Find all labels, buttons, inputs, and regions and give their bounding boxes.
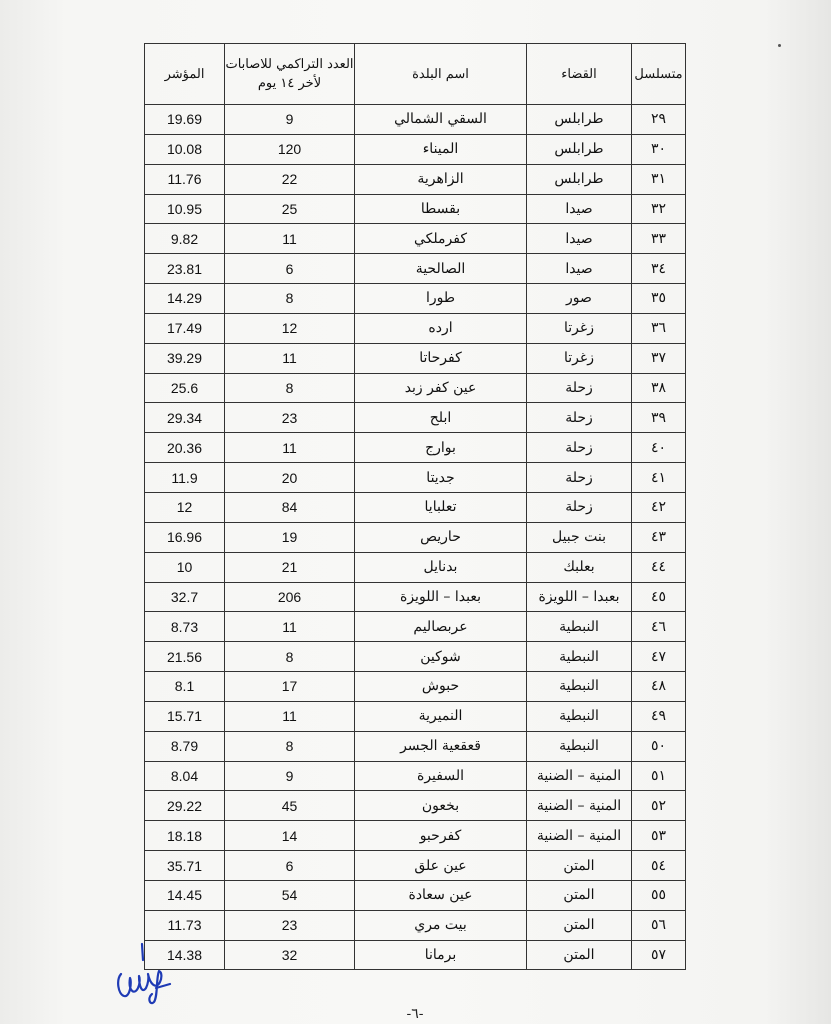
cell-serial: ٤٦ [632,612,686,642]
cell-index: 11.76 [145,164,225,194]
cell-index: 8.04 [145,761,225,791]
cell-serial: ٥٦ [632,910,686,940]
cell-count: 8 [225,284,355,314]
signature-icon [112,938,172,1008]
cell-district: المنية – الضنية [527,821,632,851]
cell-town: حاريص [355,522,527,552]
cell-town: السقي الشمالي [355,105,527,135]
cell-count: 22 [225,164,355,194]
header-district: القضاء [527,44,632,105]
cell-town: ابلح [355,403,527,433]
header-town: اسم البلدة [355,44,527,105]
cell-index: 12 [145,492,225,522]
cell-town: قعقعية الجسر [355,731,527,761]
cell-serial: ٥٥ [632,880,686,910]
cell-district: بنت جبيل [527,522,632,552]
table-row [145,492,686,522]
cell-district: طرابلس [527,164,632,194]
cell-serial: ٣١ [632,164,686,194]
cell-count: 8 [225,731,355,761]
table-row [145,552,686,582]
page-number: -٦- [406,1006,424,1022]
cell-district: النبطية [527,612,632,642]
cell-district: المنية – الضنية [527,791,632,821]
table-row [145,761,686,791]
table-row [145,343,686,373]
table-row [145,284,686,314]
cell-town: بدنايل [355,552,527,582]
cell-index: 16.96 [145,522,225,552]
cell-town: جديتا [355,463,527,493]
header-serial: متسلسل [632,44,686,105]
cell-town: السفيرة [355,761,527,791]
cell-serial: ٣٣ [632,224,686,254]
table-row [145,821,686,851]
cell-town: طورا [355,284,527,314]
cell-index: 21.56 [145,642,225,672]
table-row [145,224,686,254]
cell-serial: ٣٩ [632,403,686,433]
cell-town: شوكين [355,642,527,672]
cell-town: برمانا [355,940,527,970]
cell-index: 23.81 [145,254,225,284]
cell-district: النبطية [527,731,632,761]
cell-serial: ٤٣ [632,522,686,552]
cell-count: 23 [225,403,355,433]
cell-district: زحلة [527,373,632,403]
table-row [145,582,686,612]
table-row [145,851,686,881]
table-row [145,164,686,194]
cell-district: صيدا [527,224,632,254]
cell-count: 21 [225,552,355,582]
cell-index: 35.71 [145,851,225,881]
cell-count: 8 [225,373,355,403]
cell-district: صيدا [527,254,632,284]
cell-index: 19.69 [145,105,225,135]
cases-table [144,43,686,970]
cell-serial: ٤٥ [632,582,686,612]
cell-index: 11.9 [145,463,225,493]
table-row [145,313,686,343]
cell-town: عين سعادة [355,880,527,910]
cell-town: حبوش [355,672,527,702]
table-header-row [145,44,686,105]
table-row [145,731,686,761]
table-row [145,134,686,164]
table-row [145,194,686,224]
table-row [145,254,686,284]
cell-count: 11 [225,224,355,254]
cell-town: بيت مري [355,910,527,940]
cell-serial: ٥٢ [632,791,686,821]
cell-serial: ٢٩ [632,105,686,135]
cell-serial: ٣٠ [632,134,686,164]
cell-serial: ٣٥ [632,284,686,314]
cell-index: 17.49 [145,313,225,343]
table-row [145,880,686,910]
cell-index: 25.6 [145,373,225,403]
cell-count: 9 [225,105,355,135]
cell-town: الزاهرية [355,164,527,194]
cell-town: عين كفر زبد [355,373,527,403]
cell-count: 120 [225,134,355,164]
cell-count: 11 [225,612,355,642]
table-row [145,791,686,821]
cell-index: 20.36 [145,433,225,463]
cell-district: صور [527,284,632,314]
cell-serial: ٤٩ [632,701,686,731]
cell-district: المتن [527,910,632,940]
cell-town: الميناء [355,134,527,164]
cell-count: 6 [225,254,355,284]
cell-district: زغرتا [527,343,632,373]
cell-district: النبطية [527,701,632,731]
cell-index: 10.08 [145,134,225,164]
cell-index: 14.38 [145,940,225,970]
cell-serial: ٣٤ [632,254,686,284]
cell-town: بوارج [355,433,527,463]
cell-district: طرابلس [527,105,632,135]
header-index: المؤشر [145,44,225,105]
cell-index: 8.1 [145,672,225,702]
cell-count: 11 [225,701,355,731]
cell-count: 11 [225,433,355,463]
cell-serial: ٤١ [632,463,686,493]
cell-town: كفرحبو [355,821,527,851]
table-row [145,403,686,433]
cell-count: 8 [225,642,355,672]
cell-index: 29.34 [145,403,225,433]
cell-count: 20 [225,463,355,493]
cell-district: بعبدا – اللويزة [527,582,632,612]
cell-district: زحلة [527,463,632,493]
table-row [145,433,686,463]
cell-town: بقسطا [355,194,527,224]
cell-town: تعلبايا [355,492,527,522]
cell-town: النميرية [355,701,527,731]
cell-serial: ٤٢ [632,492,686,522]
cell-town: كفرملكي [355,224,527,254]
cell-index: 29.22 [145,791,225,821]
cell-town: ارده [355,313,527,343]
cell-index: 15.71 [145,701,225,731]
cell-district: المتن [527,940,632,970]
cell-district: المنية – الضنية [527,761,632,791]
cell-index: 14.45 [145,880,225,910]
cell-count: 11 [225,343,355,373]
cell-count: 54 [225,880,355,910]
scan-speck [778,44,781,47]
cell-district: صيدا [527,194,632,224]
cell-town: كفرحاتا [355,343,527,373]
cell-serial: ٥٣ [632,821,686,851]
table-row [145,701,686,731]
cell-index: 14.29 [145,284,225,314]
cell-index: 9.82 [145,224,225,254]
cell-serial: ٤٤ [632,552,686,582]
cell-count: 14 [225,821,355,851]
cell-index: 39.29 [145,343,225,373]
cell-district: زحلة [527,403,632,433]
cell-count: 45 [225,791,355,821]
cell-serial: ٣٢ [632,194,686,224]
header-count-line2: لأخر ١٤ يوم [257,76,322,91]
table-row [145,373,686,403]
cell-serial: ٥١ [632,761,686,791]
header-count-line1: العدد التراكمي للاصابات [225,57,354,72]
cell-district: طرابلس [527,134,632,164]
table-row [145,910,686,940]
cell-serial: ٣٦ [632,313,686,343]
cell-count: 206 [225,582,355,612]
cell-district: المتن [527,851,632,881]
cell-count: 84 [225,492,355,522]
cell-count: 25 [225,194,355,224]
table-row [145,940,686,970]
cell-index: 10.95 [145,194,225,224]
cell-district: بعلبك [527,552,632,582]
header-count [225,44,355,105]
cell-count: 23 [225,910,355,940]
cell-serial: ٥٧ [632,940,686,970]
cell-district: زحلة [527,433,632,463]
cell-index: 8.73 [145,612,225,642]
cell-town: بخعون [355,791,527,821]
cell-district: زغرتا [527,313,632,343]
cell-district: المتن [527,880,632,910]
cell-count: 32 [225,940,355,970]
cell-serial: ٤٨ [632,672,686,702]
table-row [145,522,686,552]
cell-count: 12 [225,313,355,343]
cell-town: الصالحية [355,254,527,284]
table-row [145,672,686,702]
cell-district: النبطية [527,642,632,672]
cell-serial: ٣٨ [632,373,686,403]
cell-district: النبطية [527,672,632,702]
cell-index: 11.73 [145,910,225,940]
cell-index: 18.18 [145,821,225,851]
cell-count: 19 [225,522,355,552]
table-row [145,612,686,642]
cell-serial: ٥٠ [632,731,686,761]
cell-serial: ٣٧ [632,343,686,373]
cell-count: 9 [225,761,355,791]
cell-count: 17 [225,672,355,702]
cell-serial: ٤٠ [632,433,686,463]
table-row [145,105,686,135]
cell-index: 32.7 [145,582,225,612]
table-row [145,463,686,493]
cell-town: عربصاليم [355,612,527,642]
table-row [145,642,686,672]
cell-index: 8.79 [145,731,225,761]
cell-serial: ٤٧ [632,642,686,672]
cell-town: عين علق [355,851,527,881]
cell-index: 10 [145,552,225,582]
cell-district: زحلة [527,492,632,522]
cell-town: بعبدا – اللويزة [355,582,527,612]
cell-count: 6 [225,851,355,881]
cell-serial: ٥٤ [632,851,686,881]
